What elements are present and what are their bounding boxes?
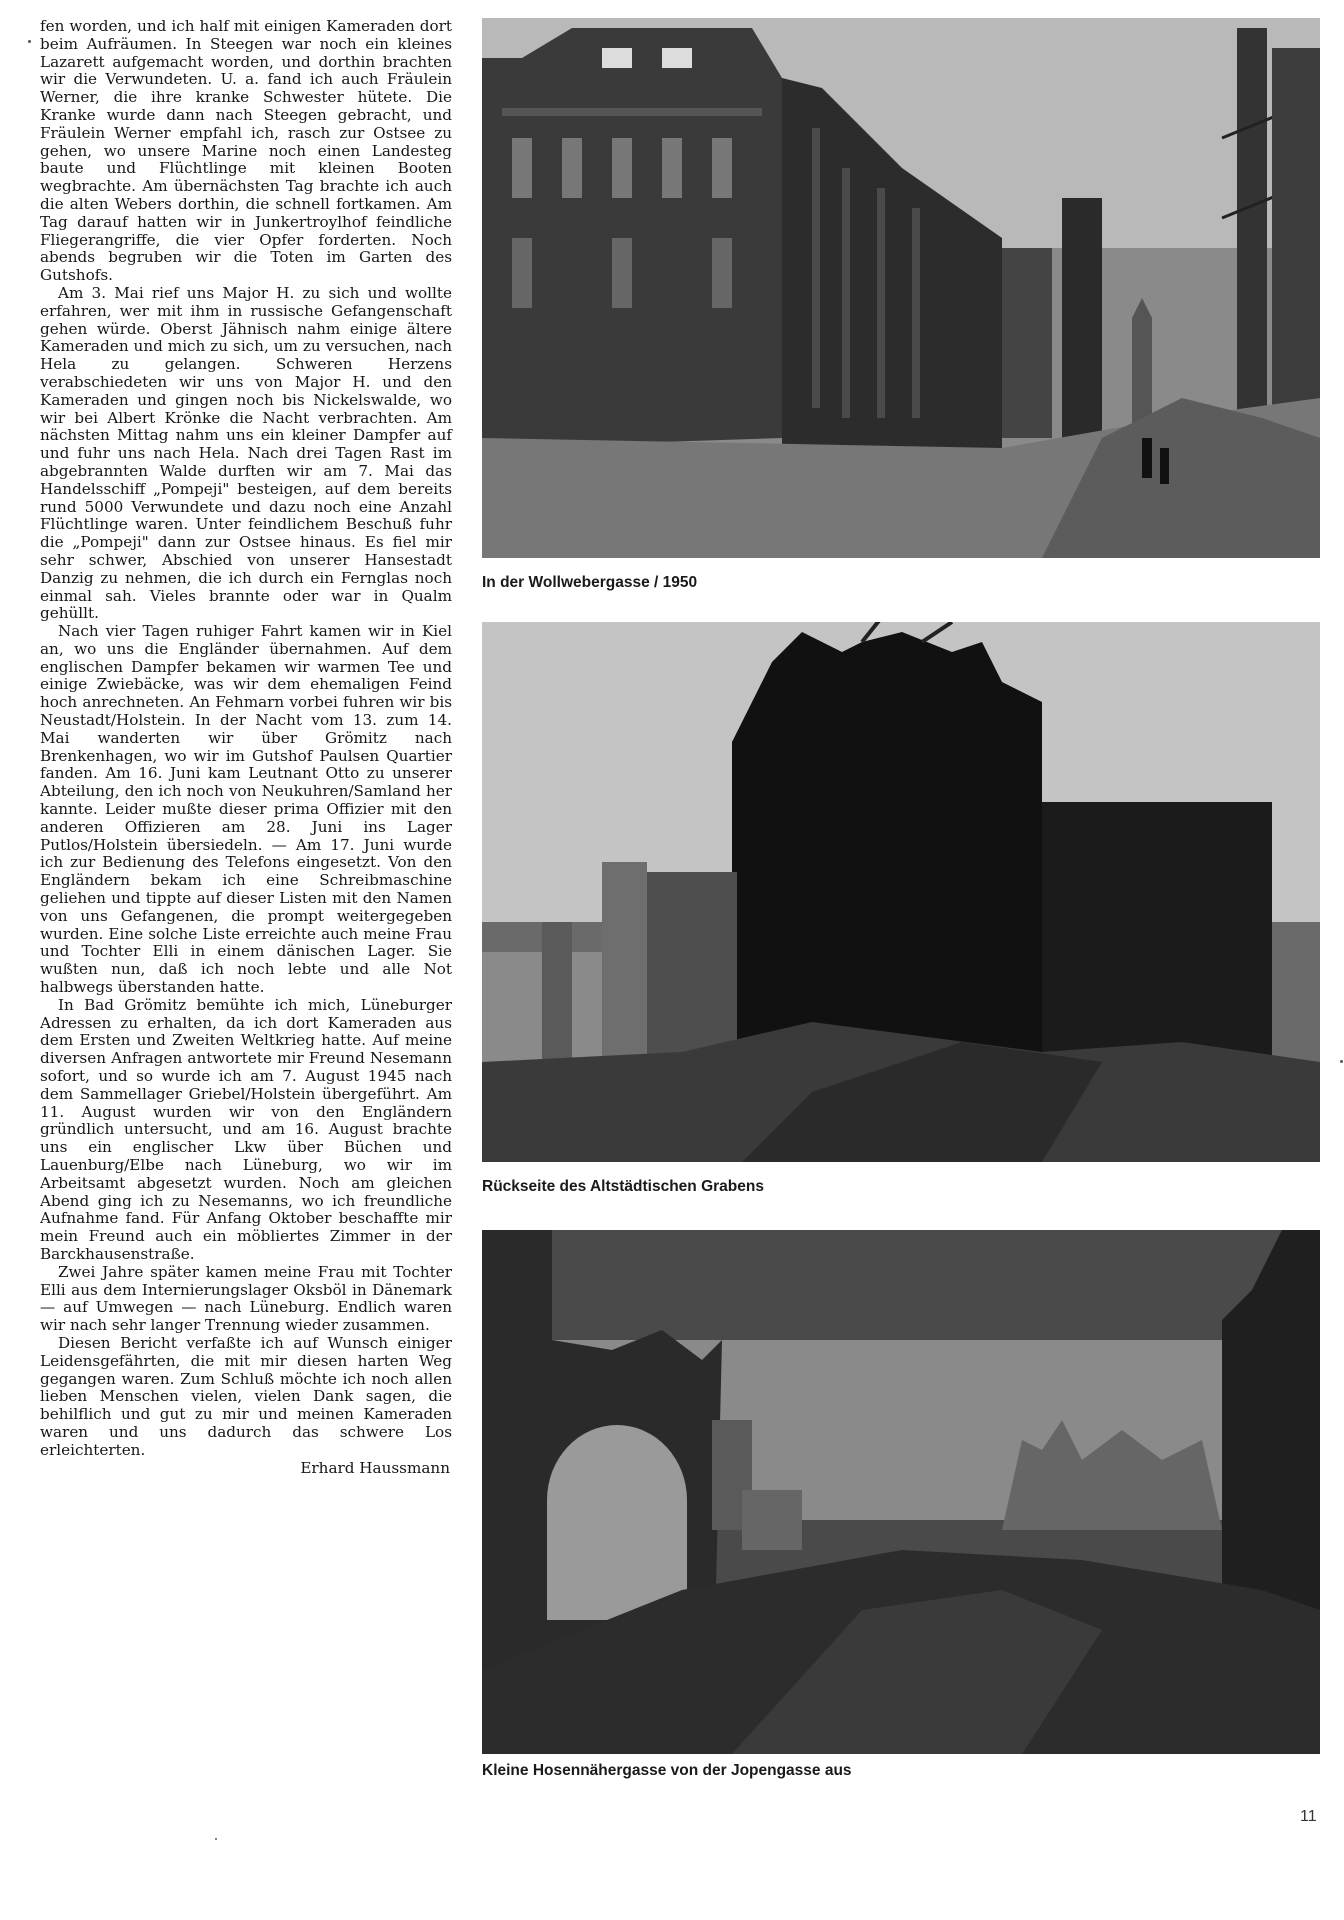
photo-kleine-hosennaehergasse [482,1230,1320,1754]
article-paragraph: Nach vier Tagen ruhiger Fahrt kamen wir in Kiel an, wo uns die Engländer übernahmen. Auf dem englischen Dampfer bekamen wir warmen Tee und einige Zwiebäcke, was wir dem ehemaligen Feind hoch anrechneten. An Fehmarn vorbei fuhren wir bis Neustadt/Holstein. In der Nacht vom 13. zum 14. Mai wanderten wir über Grömitz nach Brenkenhagen, wo wir im Gutshof Paulsen Quartier fanden. Am 16. Juni kam Leutnant Otto zu unserer Abteilung, den ich noch von Neukuhren/Samland her kannte. Leider mußte dieser prima Offizier mit den anderen Offizieren am 28. Juni ins Lager Putlos/Holstein übersiedeln. — Am 17. Juni wurde ich zur Bedienung des Telefons eingesetzt. Von den Engländern bekam ich eine Schreibmaschine geliehen und tippte auf dieser Listen mit den Namen von uns Gefangenen, die prompt weitergegeben wurden. Eine solche Liste erreichte auch meine Frau und Tochter Elli in einem dänischen Lager. Sie wußten nun, daß ich noch lebte und alle Not halbwegs überstanden hatte. [40,622,452,997]
photo-caption: In der Wollwebergasse / 1950 [482,574,698,591]
article-text-column [40,18,452,1477]
ruins-photo-1 [482,18,1320,558]
photo-caption: Kleine Hosennähergasse von der Jopengasse aus [482,1762,852,1779]
article-paragraph: Zwei Jahre später kamen meine Frau mit Tochter Elli aus dem Internierungslager Oksböl in Dänemark — auf Umwegen — nach Lüneburg. Endlich waren wir nach sehr langer Trennung wieder zusammen. [40,1262,452,1335]
page-number: 11 [1300,1808,1317,1825]
article-paragraph: Am 3. Mai rief uns Major H. zu sich und wollte erfahren, wer mit ihm in russische Gefangenschaft gehen würde. Oberst Jähnisch nahm einige ältere Kameraden und mich zu sich, um zu versuchen, nach Hela zu gelangen. Schweren Herzens verabschiedeten wir uns von Major H. und den Kameraden und gingen noch bis Nickelswalde, wo wir bei Albert Krönke die Nacht verbrachten. Am nächsten Mittag nahm uns ein kleiner Dampfer auf und fuhr uns nach Hela. Nach drei Tagen Rast im abgebrannten Walde durften wir am 7. Mai das Handelsschiff „Pompeji" besteigen, auf dem bereits rund 5000 Verwundete und dazu noch eine Anzahl Flüchtlinge waren. Unter feindlichem Beschuß fuhr die „Pompeji" dann zur Ostsee hinaus. Es fiel mir sehr schwer, Abschied von unserer Hansestadt Danzig zu nehmen, die ich durch ein Fernglas noch einmal sah. Vieles brannte oder war in Qualm gehüllt. [40,283,452,623]
photo-altstaedtischer-graben [482,622,1320,1162]
photo-wollwebergasse [482,18,1320,558]
scan-speck [28,40,31,43]
article-paragraph: Diesen Bericht verfaßte ich auf Wunsch einiger Leidensgefährten, die mit mir diesen harten Weg gegangen waren. Zum Schluß möchte ich noch allen lieben Menschen vielen, vielen Dank sagen, die behilflich und gut zu mir und meinen Kameraden waren und uns dadurch das schwere Los erleichterten. [40,1333,452,1459]
article-paragraph: In Bad Grömitz bemühte ich mich, Lüneburger Adressen zu erhalten, da ich dort Kameraden aus dem Ersten und Zweiten Weltkrieg hatte. Auf meine diversen Anfragen antwortete mir Freund Nesemann sofort, und so wurde ich am 7. August 1945 nach dem Sammellager Griebel/Holstein übergeführt. Am 11. August wurden wir von den Engländern gründlich untersucht, und am 16. August brachte uns ein englischer Lkw über Büchen und Lauenburg/Elbe nach Lüneburg, wo wir im Arbeitsamt abgesetzt wurden. Noch am gleichen Abend ging ich zu Nesemanns, wo ich freundliche Aufnahme fand. Für Anfang Oktober beschaffte mir mein Freund auch ein möbliertes Zimmer in der Barckhausenstraße. [40,995,452,1263]
author-signature: Erhard Haussmann [300,1458,450,1477]
ruins-photo-3 [482,1230,1320,1754]
scan-speck [1340,1060,1343,1063]
article-paragraph: fen worden, und ich half mit einigen Kameraden dort beim Aufräumen. In Steegen war noch ein kleines Lazarett aufgemacht worden, und dorthin brachten wir die Verwundeten. U. a. fand ich auch Fräulein Werner, die ihre kranke Schwester hütete. Die Kranke wurde dann nach Steegen gebracht, und Fräulein Werner empfahl ich, rasch zur Ostsee zu gehen, wo unsere Marine noch einen Landesteg baute und Flüchtlinge mit kleinen Booten wegbrachte. Am übernächsten Tag brachte ich auch die alten Webers dorthin, die schnell fortkamen. Am Tag darauf hatten wir in Junkertroylhof feindliche Fliegerangriffe, die vier Opfer forderten. Noch abends begruben wir die Toten im Garten des Gutshofs. [40,17,452,285]
scan-speck [215,1838,217,1840]
ruins-photo-2 [482,622,1320,1162]
photo-caption: Rückseite des Altstädtischen Grabens [482,1178,764,1195]
